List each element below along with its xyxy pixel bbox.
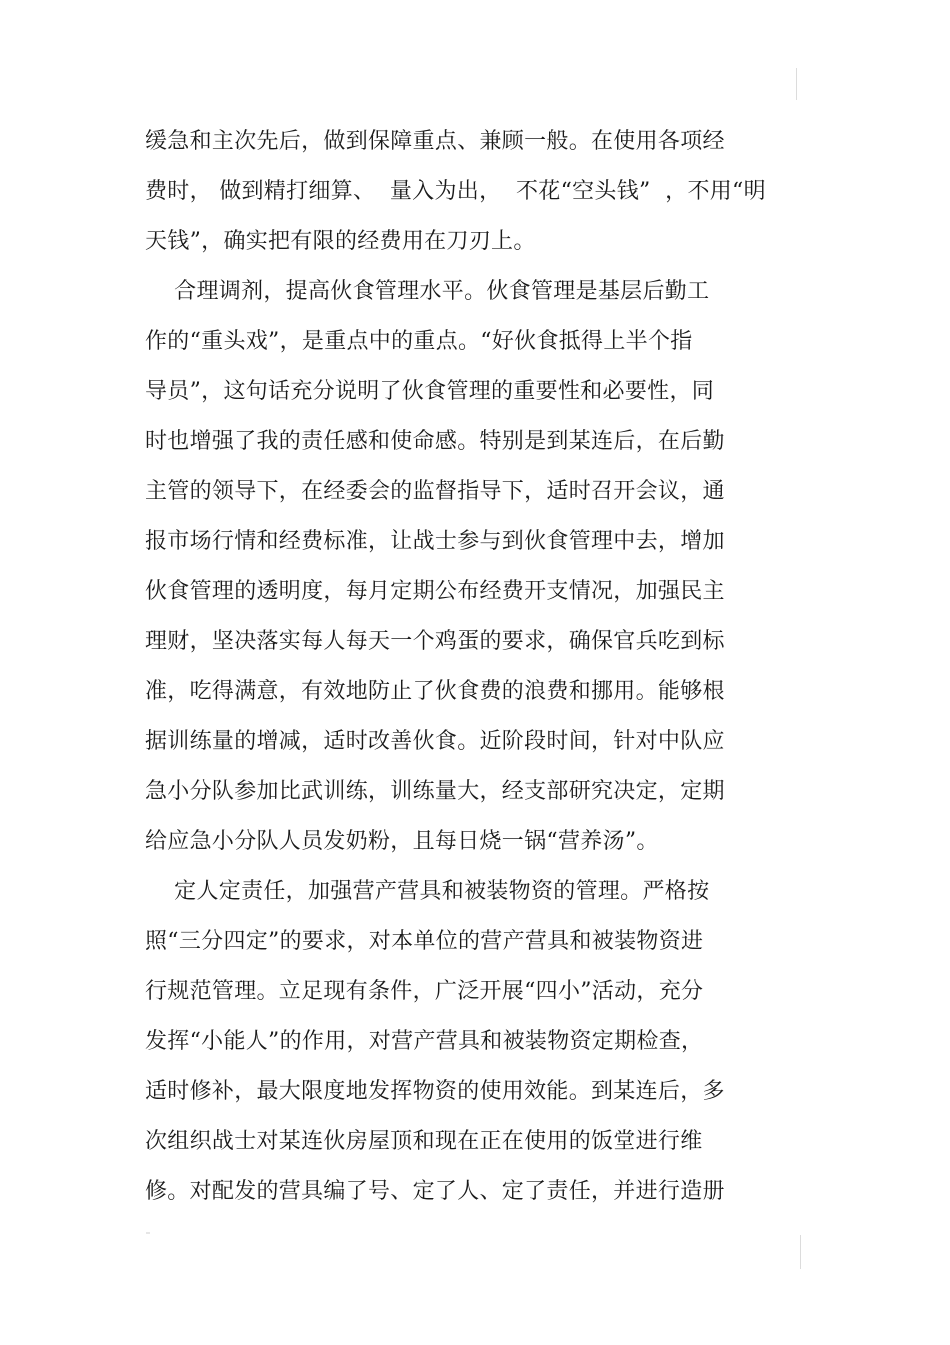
- text-line: 据训练量的增减，适时改善伙食。近阶段时间，针对中队应: [145, 729, 725, 754]
- text-line: 照“三分四定”的要求，对本单位的营产营具和被装物资进: [145, 929, 704, 954]
- text-line: 作的“重头戏”，是重点中的重点。“好伙食抵得上半个指: [145, 329, 693, 354]
- text-line: 急小分队参加比武训练，训练量大，经支部研究决定，定期: [145, 779, 725, 804]
- footer-dot-mark: [146, 1232, 150, 1234]
- paragraph-start-line: 定人定责任，加强营产营具和被装物资的管理。严格按: [145, 879, 710, 904]
- text-line: 给应急小分队人员发奶粉，且每日烧一锅“营养汤”。: [145, 829, 659, 854]
- text-line: 费时， 做到精打细算、 量入为出， 不花“空头钱” ，不用“明: [145, 179, 766, 204]
- text-line: 天钱”，确实把有限的经费用在刀刃上。: [145, 229, 536, 254]
- text-line: 准，吃得满意，有效地防止了伙食费的浪费和挪用。能够根: [145, 679, 725, 704]
- text-line: 适时修补，最大限度地发挥物资的使用效能。到某连后，多: [145, 1079, 725, 1104]
- text-line: 报市场行情和经费标准，让战士参与到伙食管理中去，增加: [145, 529, 725, 554]
- text-line: 缓急和主次先后，做到保障重点、兼顾一般。在使用各项经: [145, 129, 725, 154]
- text-line: 导员”，这句话充分说明了伙食管理的重要性和必要性，同: [145, 379, 715, 404]
- text-line: 次组织战士对某连伙房屋顶和现在正在使用的饭堂进行维: [145, 1129, 703, 1154]
- text-line: 行规范管理。立足现有条件，广泛开展“四小”活动，充分: [145, 979, 704, 1004]
- text-line: 伙食管理的透明度，每月定期公布经费开支情况，加强民主: [145, 579, 725, 604]
- text-line: 时也增强了我的责任感和使命感。特别是到某连后，在后勤: [145, 429, 725, 454]
- text-line: 修。对配发的营具编了号、定了人、定了责任，并进行造册: [145, 1179, 725, 1204]
- paragraph-start-line: 合理调剂，提高伙食管理水平。伙食管理是基层后勤工: [145, 279, 710, 304]
- text-line: 理财，坚决落实每人每天一个鸡蛋的要求，确保官兵吃到标: [145, 629, 725, 654]
- bottom-margin-mark: [800, 1235, 801, 1269]
- top-margin-mark: [796, 68, 797, 100]
- text-line: 发挥“小能人”的作用，对营产营具和被装物资定期检查，: [145, 1029, 704, 1054]
- text-line: 主管的领导下，在经委会的监督指导下，适时召开会议，通: [145, 479, 725, 504]
